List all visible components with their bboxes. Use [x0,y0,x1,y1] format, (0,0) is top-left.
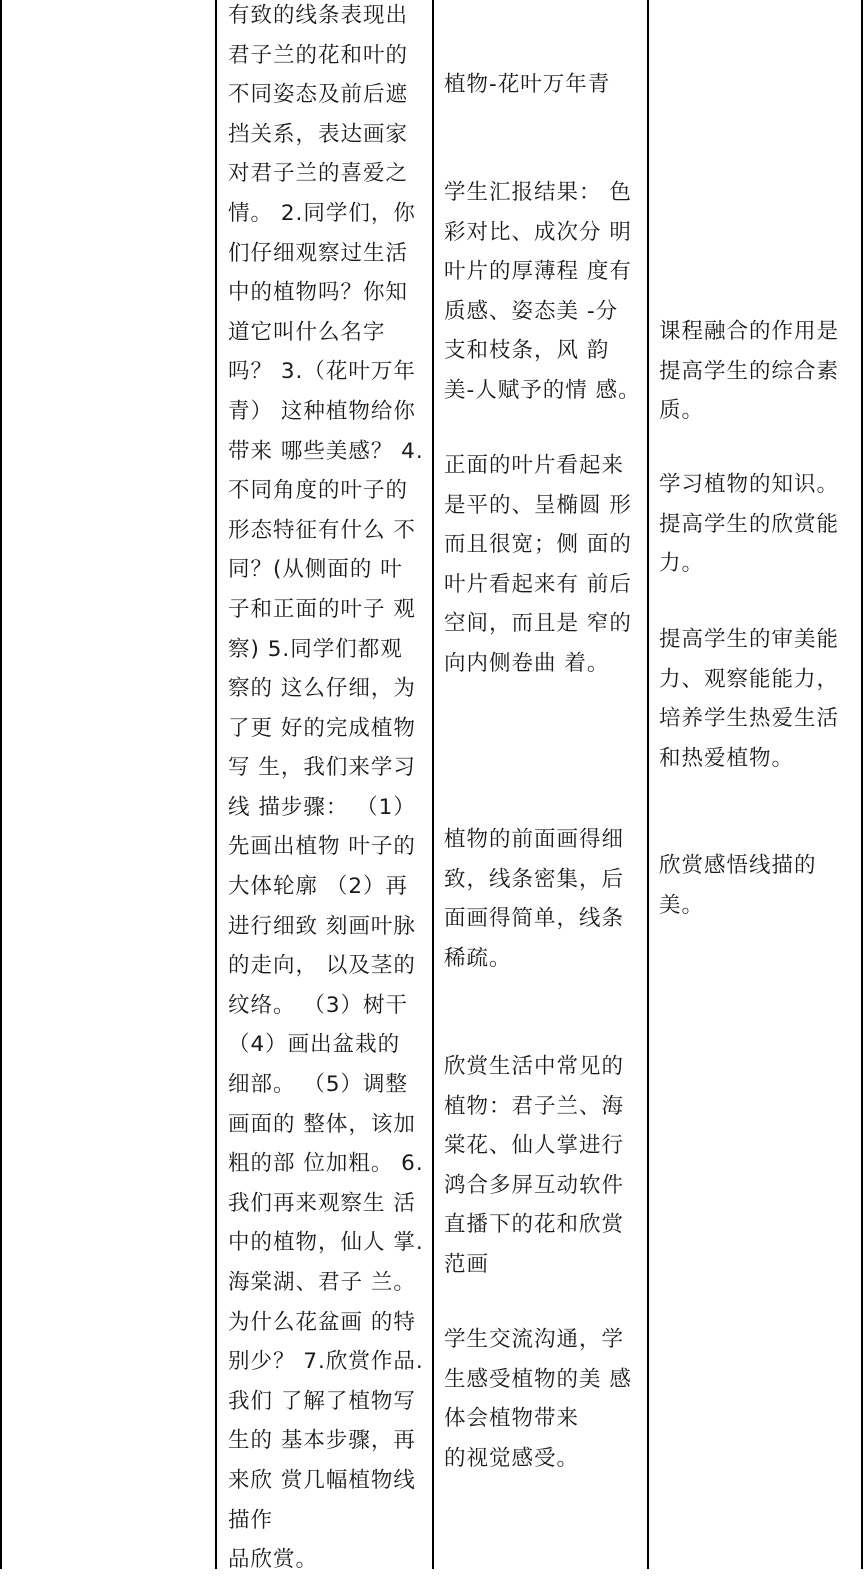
teaching-process-line: 带来 哪些美感？ 4. [228,438,424,464]
student-activity-line: 而且很宽；侧 面的 [444,532,632,558]
student-activity-line: 生感受植物的美 感 [444,1366,632,1392]
table-border-right [861,0,863,1569]
teaching-process-line: 挡关系，表达画家 [228,121,409,147]
student-activity-line: 范画 [444,1251,490,1277]
teaching-process-line: 我们 了解了植物写 [228,1388,416,1414]
student-activity-line: 鸿合多屏互动软件 [444,1172,625,1198]
student-activity-line: 的视觉感受。 [444,1445,580,1471]
student-activity-line: 学生交流沟通，学 [444,1327,625,1352]
teaching-process-line: 察) 5.同学们都观 [228,636,403,662]
design-intent-line: 学习植物的知识。 [659,472,840,497]
student-activity-line: 植物-花叶万年青 [444,72,611,97]
teaching-process-line: （4）画出盆栽的 [228,1032,401,1058]
teaching-process-line: 了更 好的完成植物 [228,715,416,741]
teaching-process-line: 海棠湖、君子 兰。 [228,1270,416,1295]
teaching-process-line: 情。 2.同学们，你 [228,200,416,226]
student-activity-block-appreciation [444,1047,648,1285]
teaching-process-line: 我们再来观察生 活 [228,1190,416,1216]
student-activity-line: 棠花、仙人掌进行 [444,1133,625,1159]
design-intent-block-integration [659,312,859,431]
student-activity-line: 美-人赋予的情 感。 [444,377,641,403]
student-activity-line: 直播下的花和欣赏 [444,1212,625,1238]
student-activity-block-communication [444,1320,648,1478]
table-border-left [0,0,2,1569]
design-intent-block-line-drawing [659,846,859,925]
teaching-process-line: 来欣 赏几幅植物线 [228,1467,416,1493]
teaching-process-line: 品欣赏。 [228,1547,319,1573]
design-intent-line: 提高学生的欣赏能 [659,511,840,537]
student-activity-line: 体会植物带来 [444,1406,580,1432]
teaching-process-line: 不同姿态及前后遮 [228,82,409,108]
student-activity-line: 叶片的厚薄程 度有 [444,259,632,285]
design-intent-block-aesthetic [659,620,859,778]
student-activity-line: 面画得简单，线条 [444,906,625,932]
student-activity-line: 植物的前面画得细 [444,827,625,852]
teaching-process-line: 同？(从侧面的 叶 [228,557,403,583]
design-intent-block-knowledge [659,465,859,584]
teaching-process-line: 察的 这么仔细，为 [228,676,416,702]
teaching-process-line: 中的植物，仙人 掌. [228,1230,424,1256]
teaching-process-line: 粗的部 位加粗。 6. [228,1151,424,1177]
teaching-process-line: 吗？ 3.（花叶万年 [228,359,416,385]
student-activity-block-report [444,173,648,411]
teaching-process-cell [228,0,433,1580]
teaching-process-line: 的走向， 以及茎的 [228,953,416,979]
teaching-process-line: 别少？ 7.欣赏作品. [228,1349,424,1375]
teaching-process-line: 描作 [228,1507,274,1533]
design-intent-line: 美。 [659,892,705,918]
design-intent-line: 培养学生热爱生活 [659,706,840,732]
teaching-process-line: 写 生，我们来学习 [228,755,416,781]
teaching-process-line: 线 描步骤： （1） [228,794,416,820]
design-intent-line: 提高学生的审美能 [659,627,840,652]
teaching-process-line: 进行细致 刻画叶脉 [228,913,416,939]
teaching-process-line: 不同角度的叶子的 [228,478,409,504]
teaching-process-line: 道它叫什么名字 [228,319,386,345]
teaching-process-line: 们仔细观察过生活 [228,240,409,266]
teaching-process-line: 为什么花盆画 的特 [228,1309,416,1335]
design-intent-line: 力。 [659,551,705,577]
teaching-process-line: 青） 这种植物给你 [228,398,416,424]
student-activity-line: 欣赏生活中常见的 [444,1054,625,1079]
student-activity-line: 彩对比、成次分 明 [444,219,632,245]
teaching-process-line: 君子兰的花和叶的 [228,42,409,68]
student-activity-line: 稀疏。 [444,945,512,971]
design-intent-line: 和热爱植物。 [659,745,795,771]
student-activity-line: 空间，而且是 窄的 [444,611,632,637]
teaching-process-line: 对君子兰的喜爱之 [228,161,409,187]
student-activity-line: 植物：君子兰、海 [444,1093,625,1119]
student-activity-line: 致，线条密集，后 [444,866,625,892]
design-intent-line: 欣赏感悟线描的 [659,853,817,878]
teaching-process-line: 子和正面的叶子 观 [228,596,416,622]
student-activity-line: 学生汇报结果： 色 [444,180,632,205]
teaching-process-line: 中的植物吗？你知 [228,280,409,306]
student-activity-line: 正面的叶片看起来 [444,453,625,478]
teaching-process-line: 先画出植物 叶子的 [228,834,416,860]
design-intent-line: 力、观察能能力， [659,666,840,692]
table-divider-1 [215,0,217,1569]
student-activity-line: 叶片看起来有 前后 [444,571,632,597]
student-activity-block-leaf-observation [444,446,648,684]
design-intent-line: 提高学生的综合素 [659,358,840,384]
design-intent-line: 质。 [659,398,705,424]
teaching-process-line: 画面的 整体，该加 [228,1111,416,1137]
teaching-process-line: 大体轮廓 （2）再 [228,874,409,900]
student-activity-line: 向内侧卷曲 着。 [444,650,610,676]
teaching-process-line: 纹络。 （3）树干 [228,992,409,1018]
student-activity-line: 是平的、呈椭圆 形 [444,492,632,518]
student-activity-block-drawing-detail [444,820,648,978]
teaching-process-line: 形态特征有什么 不 [228,517,416,543]
teaching-process-line: 细部。 （5）调整 [228,1072,409,1098]
student-activity-block-plant-name [444,65,648,105]
design-intent-line: 课程融合的作用是 [659,319,840,344]
student-activity-line: 支和枝条，风 韵 [444,338,610,364]
teaching-process-line: 有致的线条表现出 [228,3,409,28]
student-activity-line: 质感、姿态美 -分 [444,298,619,324]
teaching-process-line: 生的 基本步骤，再 [228,1428,416,1454]
